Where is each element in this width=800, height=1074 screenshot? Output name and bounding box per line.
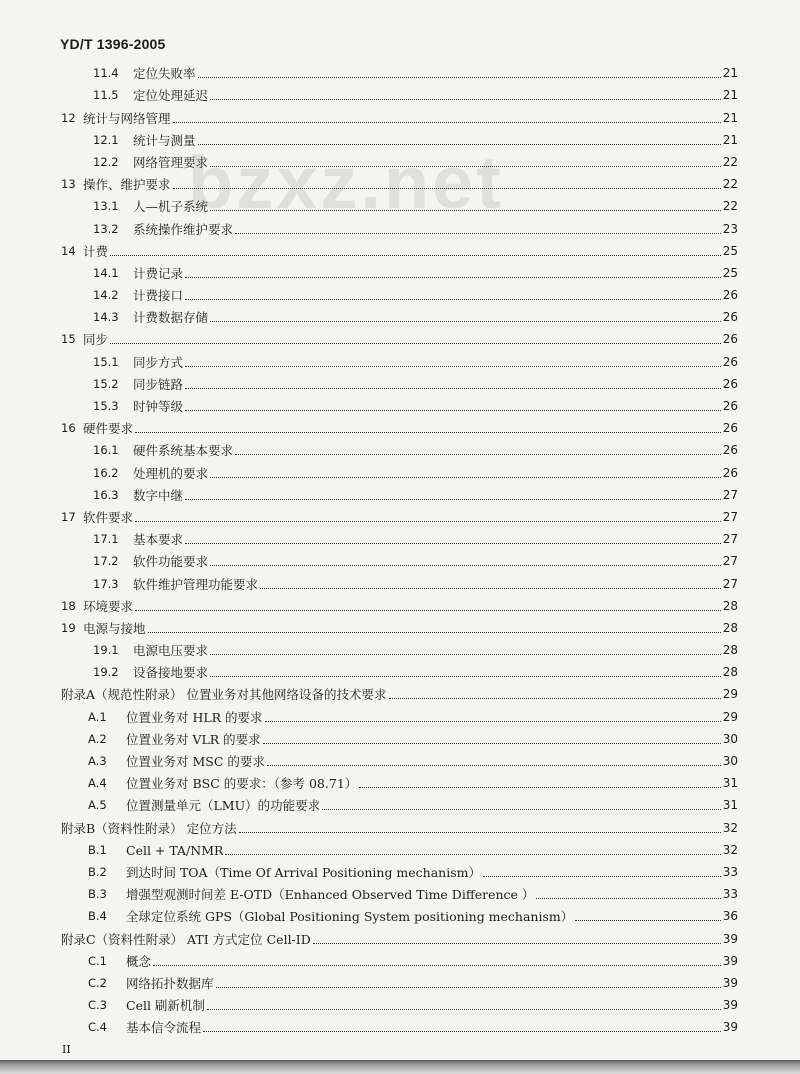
dot-leader: [185, 498, 721, 500]
toc-entry-page: 26: [722, 399, 738, 413]
toc-entry-page: 30: [722, 754, 738, 768]
toc-entry-page: 39: [722, 953, 738, 968]
toc-entry: [0, 991, 800, 1013]
dot-leader: [173, 187, 721, 189]
toc-entry-title: 同步方式: [133, 354, 184, 370]
toc-entry-number: A.4: [88, 776, 107, 791]
dot-leader: [135, 431, 721, 433]
toc-entry-page: 28: [722, 598, 738, 613]
toc-entry: [0, 813, 800, 835]
dot-leader: [135, 520, 721, 522]
toc-entry-title: 定位失败率: [133, 66, 196, 82]
toc-entry-title: 软件要求: [83, 509, 134, 525]
toc-entry-page: 39: [722, 931, 738, 946]
toc-entry-page: 33: [722, 887, 738, 902]
toc-entry-title: 环境要求: [83, 598, 134, 614]
toc-entry-title: 计费记录: [133, 265, 184, 281]
toc-entry-number: 13: [61, 177, 76, 192]
toc-entry-number: C.2: [88, 975, 108, 990]
toc-entry: [0, 103, 800, 125]
toc-entry-title: 数字中继: [133, 487, 184, 503]
toc-entry-title: 操作、维护要求: [83, 177, 171, 193]
toc-entry-title: Cell 刷新机制: [126, 998, 205, 1014]
toc-entry-page: 25: [722, 243, 738, 258]
toc-entry-title: 位置业务对 BSC 的要求：（参考 08.71）: [126, 776, 358, 792]
toc-entry-page: 26: [722, 465, 738, 480]
toc-entry-number: 16.3: [93, 487, 119, 502]
toc-entry-title: 设备接地要求: [133, 665, 209, 681]
dot-leader: [185, 298, 721, 300]
toc-entry: [0, 392, 800, 414]
toc-entry-number: 16.2: [93, 465, 119, 480]
toc-entry-title: 位置业务对 MSC 的要求: [126, 754, 265, 769]
toc-entry-page: 39: [722, 975, 738, 990]
toc-entry-page: 27: [722, 509, 738, 524]
toc-entry-title: 网络管理要求: [133, 154, 209, 170]
toc-entry-page: 31: [722, 776, 738, 791]
dot-leader: [135, 609, 721, 611]
toc-entry-title: 人—机子系统: [133, 199, 209, 215]
toc-entry-page: 39: [722, 998, 738, 1013]
toc-entry: [0, 59, 800, 81]
dot-leader: [536, 897, 720, 899]
toc-entry-title: 统计与测量: [133, 132, 196, 148]
document-code-header: YD/T 1396-2005: [60, 36, 166, 52]
dot-leader: [216, 986, 721, 988]
toc-entry: [0, 947, 800, 969]
toc-entry-page: 22: [722, 154, 738, 169]
dot-leader: [210, 675, 721, 677]
toc-entry-number: 19.1: [93, 643, 119, 658]
toc-entry: [0, 525, 800, 547]
toc-entry-number: 12.2: [93, 154, 119, 169]
toc-entry-page: 26: [722, 354, 738, 369]
dot-leader: [207, 1008, 721, 1010]
toc-entry-number: C.3: [88, 998, 108, 1013]
dot-leader: [260, 587, 721, 589]
toc-entry: [0, 281, 800, 303]
toc-entry-number: 15.1: [93, 354, 119, 369]
toc-entry: [0, 1013, 800, 1035]
toc-entry-title: 位置业务对 HLR 的要求: [126, 709, 263, 725]
toc-entry-page: 27: [722, 487, 738, 502]
toc-entry-page: 28: [722, 620, 738, 635]
toc-entry-page: 33: [722, 864, 738, 879]
toc-entry-page: 22: [722, 199, 738, 214]
toc-entry-number: B.3: [88, 887, 107, 902]
toc-entry-page: 23: [722, 221, 738, 236]
toc-entry-page: 29: [722, 709, 738, 724]
dot-leader: [185, 276, 721, 278]
toc-entry-title: 概念: [126, 953, 152, 969]
toc-entry-number: 15.3: [93, 399, 119, 413]
toc-entry-page: 21: [722, 88, 738, 103]
toc-entry-page: 27: [722, 554, 738, 569]
toc-entry: [0, 880, 800, 902]
toc-entry: [0, 503, 800, 525]
dot-leader: [198, 76, 721, 78]
toc-entry: [0, 458, 800, 480]
toc-entry-title: 基本信令流程: [126, 1020, 202, 1036]
toc-entry-number: 19.2: [93, 665, 119, 680]
toc-entry-title: 软件维护管理功能要求: [133, 576, 259, 592]
toc-entry: [0, 902, 800, 924]
toc-entry-number: 14.3: [93, 310, 119, 325]
toc-entry: [0, 325, 800, 347]
toc-entry: [0, 414, 800, 436]
toc-entry-number: 18: [61, 598, 76, 613]
toc-entry-number: 12: [61, 110, 76, 125]
dot-leader: [210, 653, 721, 655]
toc-entry-number: 17.3: [93, 576, 119, 591]
toc-entry-page: 22: [722, 177, 738, 192]
toc-entry: [0, 214, 800, 236]
dot-leader: [239, 831, 721, 833]
dot-leader: [575, 919, 720, 921]
toc-entry-title: 计费接口: [133, 288, 184, 304]
toc-entry-number: 15: [61, 332, 76, 347]
toc-entry-page: 30: [722, 731, 738, 746]
dot-leader: [483, 875, 721, 877]
toc-entry-title: 统计与网络管理: [83, 110, 171, 126]
toc-entry: [0, 192, 800, 214]
toc-entry: [0, 791, 800, 813]
toc-entry-page: 27: [722, 532, 738, 547]
dot-leader: [198, 143, 721, 145]
dot-leader: [110, 342, 721, 344]
dot-leader: [185, 365, 721, 367]
toc-entry-title: 同步链路: [133, 376, 184, 392]
dot-leader: [313, 942, 721, 944]
toc-entry-number: 16: [61, 421, 76, 436]
toc-entry: [0, 658, 800, 680]
toc-entry: [0, 237, 800, 259]
dot-leader: [267, 764, 721, 766]
toc-entry-title: 硬件要求: [83, 421, 134, 437]
scan-bottom-edge: [0, 1060, 800, 1074]
toc-entry-title: 同步: [83, 332, 109, 348]
toc-entry-number: 13.1: [93, 199, 119, 214]
dot-leader: [235, 453, 721, 455]
toc-entry: [0, 481, 800, 503]
toc-entry-number: 11.4: [93, 66, 119, 81]
toc-entry: [0, 636, 800, 658]
dot-leader: [210, 165, 721, 167]
toc-entry-title: 附录C（资料性附录） ATI 方式定位 Cell-ID: [61, 931, 311, 947]
toc-entry-page: 21: [722, 132, 738, 147]
toc-entry-number: B.4: [88, 909, 107, 924]
page-number: II: [62, 1043, 71, 1056]
toc-entry-title: 附录A（规范性附录） 位置业务对其他网络设备的技术要求: [61, 687, 387, 703]
toc-entry-number: B.2: [88, 864, 107, 879]
toc-entry-number: B.1: [88, 842, 107, 857]
toc-entry-page: 27: [722, 576, 738, 591]
toc-entry-title: 系统操作维护要求: [133, 221, 234, 237]
toc-entry-number: 14.2: [93, 288, 119, 303]
toc-entry: [0, 769, 800, 791]
toc-entry: [0, 702, 800, 724]
toc-entry: [0, 969, 800, 991]
toc-entry: [0, 436, 800, 458]
toc-entry: [0, 924, 800, 946]
toc-entry-number: 17.2: [93, 554, 119, 569]
toc-entry-number: A.3: [88, 754, 107, 768]
toc-entry-page: 25: [722, 265, 738, 280]
toc-entry-number: A.5: [88, 798, 107, 813]
toc-entry: [0, 303, 800, 325]
dot-leader: [263, 742, 721, 744]
dot-leader: [235, 232, 721, 234]
toc-entry-number: 11.5: [93, 88, 119, 103]
toc-entry: [0, 836, 800, 858]
dot-leader: [185, 409, 721, 411]
toc-entry-title: 位置业务对 VLR 的要求: [126, 731, 261, 747]
toc-entry-number: 14: [61, 243, 76, 258]
toc-entry-page: 36: [722, 909, 738, 924]
toc-entry: [0, 680, 800, 702]
toc-entry-number: A.2: [88, 731, 107, 746]
toc-entry: [0, 347, 800, 369]
toc-entry: [0, 614, 800, 636]
toc-entry-number: A.1: [88, 709, 107, 724]
toc-entry-title: Cell + TA/NMR: [126, 842, 224, 858]
toc-entry-number: C.1: [88, 953, 108, 968]
toc-entry-page: 26: [722, 443, 738, 458]
dot-leader: [153, 964, 721, 966]
toc-entry: [0, 725, 800, 747]
toc-entry: [0, 569, 800, 591]
toc-entry-title: 网络拓扑数据库: [126, 975, 214, 991]
dot-leader: [265, 720, 721, 722]
dot-leader: [210, 476, 721, 478]
dot-leader: [210, 98, 721, 100]
toc-entry-title: 定位处理延迟: [133, 88, 209, 104]
toc-entry: [0, 858, 800, 880]
toc-entry-page: 26: [722, 421, 738, 436]
toc-entry-title: 基本要求: [133, 532, 184, 548]
toc-entry-page: 31: [722, 798, 738, 813]
toc-entry-title: 处理机的要求: [133, 465, 209, 481]
toc-entry: [0, 547, 800, 569]
toc-entry-title: 硬件系统基本要求: [133, 443, 234, 459]
toc-entry-title: 全球定位系统 GPS（Global Positioning System positioning mechanism）: [126, 909, 574, 925]
toc-entry-page: 39: [722, 1020, 738, 1035]
toc-entry-number: 14.1: [93, 265, 119, 280]
toc-entry-title: 位置测量单元（LMU）的功能要求: [126, 798, 321, 814]
toc-entry-number: 19: [61, 620, 76, 635]
toc-entry-page: 21: [722, 66, 738, 81]
toc-entry: [0, 370, 800, 392]
toc-entry-number: 15.2: [93, 376, 119, 391]
dot-leader: [322, 808, 721, 810]
toc-entry: [0, 259, 800, 281]
dot-leader: [173, 121, 721, 123]
dot-leader: [185, 542, 721, 544]
toc-entry-page: 26: [722, 310, 738, 325]
toc-entry-number: 13.2: [93, 221, 119, 236]
toc-entry-title: 计费: [83, 243, 109, 259]
watermark: bzxz.net: [188, 141, 504, 224]
toc-entry-title: 电源电压要求: [133, 643, 209, 659]
dot-leader: [185, 387, 721, 389]
dot-leader: [210, 320, 721, 322]
toc-entry: [0, 126, 800, 148]
toc-entry-page: 32: [722, 842, 738, 857]
toc-entry-number: 12.1: [93, 132, 119, 147]
toc-entry: [0, 592, 800, 614]
toc-entry-title: 电源与接地: [83, 620, 146, 636]
toc-entry-page: 26: [722, 332, 738, 347]
toc-entry-title: 到达时间 TOA（Time Of Arrival Positioning mechanism）: [126, 864, 481, 880]
dot-leader: [203, 1030, 721, 1032]
toc-entry-page: 21: [722, 110, 738, 125]
toc-entry-title: 计费数据存储: [133, 310, 209, 326]
dot-leader: [210, 564, 721, 566]
toc-entry-number: 17: [61, 509, 76, 524]
toc-entry: [0, 170, 800, 192]
dot-leader: [225, 853, 720, 855]
table-of-contents: [0, 59, 800, 1035]
dot-leader: [389, 697, 721, 699]
dot-leader: [110, 254, 721, 256]
toc-entry: [0, 148, 800, 170]
toc-entry-page: 26: [722, 376, 738, 391]
toc-entry-page: 28: [722, 643, 738, 658]
toc-entry-title: 时钟等级: [133, 399, 184, 414]
toc-entry-number: 17.1: [93, 532, 119, 547]
toc-entry-title: 软件功能要求: [133, 554, 209, 570]
toc-entry-title: 附录B（资料性附录） 定位方法: [61, 820, 237, 836]
toc-entry-page: 28: [722, 665, 738, 680]
toc-entry: [0, 81, 800, 103]
dot-leader: [210, 209, 721, 211]
toc-entry-number: 16.1: [93, 443, 119, 458]
toc-entry-page: 29: [722, 687, 738, 702]
toc-entry-page: 26: [722, 288, 738, 303]
toc-entry-page: 32: [722, 820, 738, 835]
dot-leader: [148, 631, 721, 633]
toc-entry-title: 增强型观测时间差 E-OTD（Enhanced Observed Time Difference ）: [126, 887, 535, 903]
dot-leader: [359, 786, 720, 788]
toc-entry-number: C.4: [88, 1020, 108, 1035]
toc-entry: [0, 747, 800, 769]
